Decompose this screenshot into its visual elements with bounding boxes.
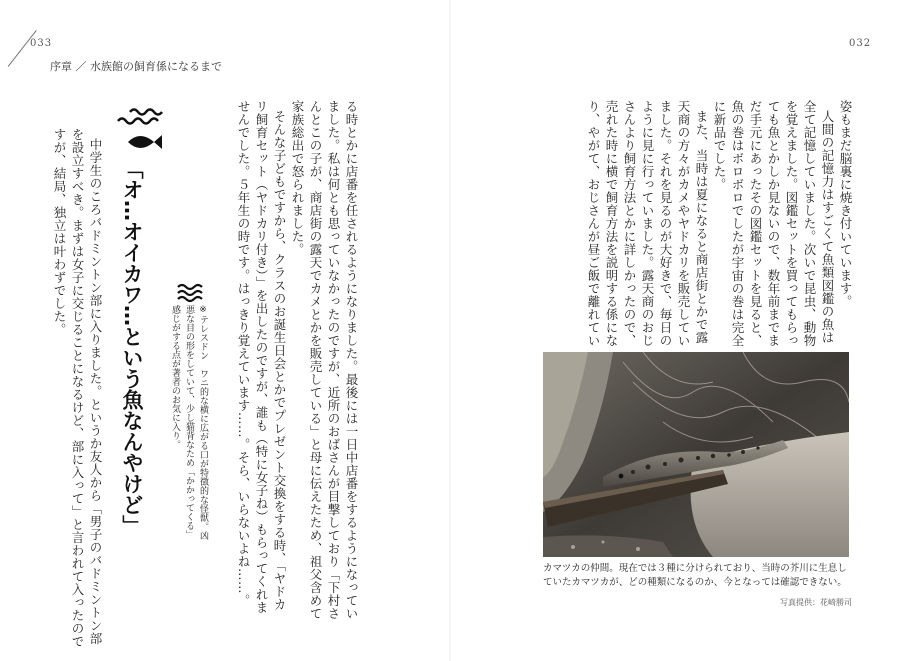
text-column: 魚の巻はボロボロでしたが宇宙の巻は完全 <box>730 100 745 347</box>
text-column: すが、結局、独立は叶わずでした。 <box>52 128 67 336</box>
text-column: さんより飼育方法とかに詳しかったので、 <box>622 100 637 347</box>
photo-credit: 写真提供：花崎勝司 <box>780 598 852 607</box>
text-column: り、やがて、おじさんが昼ご飯で離れてい <box>586 100 601 347</box>
text-column: ました。私は何とも思っていなかったのですが、近所のおばさんが目撃しており「下村さ <box>326 100 341 620</box>
text-column: 売れた時に横で飼育方法を説明する係にな <box>604 100 619 347</box>
text-column: 人間の記憶力はすごくて魚類図鑑の魚は <box>820 110 835 344</box>
text-column: に新品でした。 <box>712 100 727 191</box>
text-column: る時とかに店番を任されるようになりました。最後には一日中店番をするようになってい <box>344 100 359 620</box>
text-column: ました。それを見るのが大好きで、毎日の <box>658 100 673 347</box>
text-column: 天商の方々がカメやヤドカリを販売してい <box>676 100 691 347</box>
text-column: そんな子どもですから、クラスのお誕生日会とかでプレゼント交換をする時、「ヤドカ <box>272 110 287 611</box>
fish-photo <box>543 352 849 557</box>
wave-icon <box>176 282 208 304</box>
photo-caption-text: カマツカの仲間。現在では３種に分けられており、当時の芥川に生息していたカマツカが、どの種類になるのか、今となっては確認できない。 <box>543 563 847 588</box>
page-number-right: 032 <box>849 38 872 49</box>
text-column: ように見に行っていました。露天商のおじ <box>640 100 655 347</box>
text-column: を覚えました。図鑑セットを買ってもらっ <box>784 100 799 347</box>
section-heading: 「オ…オイカワ…という魚なんやけど」 <box>120 158 144 536</box>
text-column: 家族総出で怒られました。 <box>290 100 305 256</box>
text-column: ても魚とかしか見ないので、数年前までま <box>766 100 781 347</box>
page-number-left: 033 <box>30 38 53 49</box>
text-column: 中学生のころバドミントン部に入りました。というか友人から「男子のバドミントン部 <box>88 138 103 645</box>
text-column: また、当時は夏になると商店街とかで露 <box>694 110 709 344</box>
text-column: 姿もまだ脳裏に焼き付いています。 <box>838 100 853 308</box>
text-column: を設立すべき。まずは女子に交じることになるけど、部に入って」と言われて入ったので <box>70 128 85 648</box>
footnote-line: 感じがする点が著者のお気に入り。 <box>170 305 180 449</box>
text-column: 全て記憶していました。次いで昆虫、動物 <box>802 100 817 347</box>
text-column: せんでした。５年生の時です。はっきり覚えています……。そら、いらないよね……。 <box>236 100 251 607</box>
fish-wave-icon <box>110 104 170 156</box>
text-column: リ飼育セット（ヤドカリ付き）」を出したのですが、誰も（特に女子ね）もらってくれま <box>254 100 269 614</box>
text-column: だ手元にあったその図鑑セットを見ると、 <box>748 100 763 347</box>
running-head: 序章 ／ 水族館の飼育係になるまで <box>50 60 222 73</box>
text-column: んとこの子が、商店街の露天でカメとかを販売している」と母に伝えたため、祖父含めて <box>308 100 323 620</box>
footnote-line: 悪な目の形をしていて、少し猫背なため「かかってくる」 <box>184 305 194 539</box>
kamatsuka-photo-image <box>543 352 849 557</box>
footnote-line: ※テレスドン ワニ的な横に広がる口が特徴的な怪獣。凶 <box>198 305 208 540</box>
book-gutter <box>449 0 451 661</box>
photo-caption <box>543 562 851 590</box>
